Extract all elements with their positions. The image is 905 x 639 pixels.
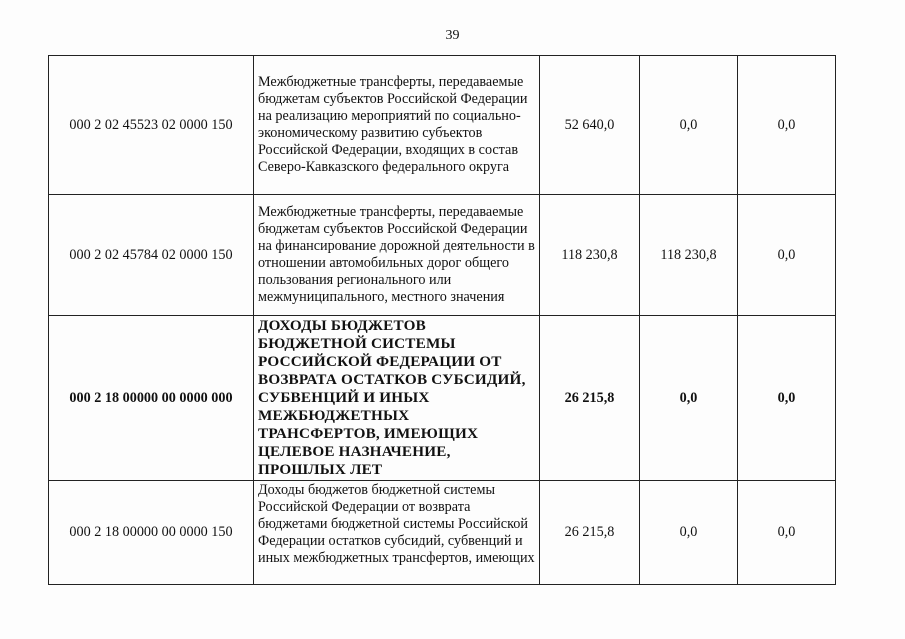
table-row (49, 56, 836, 195)
amount-col-2: 118 230,8 (640, 195, 738, 316)
table-row (49, 316, 836, 481)
amount-col-2: 0,0 (640, 316, 738, 481)
amount-col-3: 0,0 (738, 481, 836, 585)
income-description: Доходы бюджетов бюджетной системы Российской Федерации от возврата бюджетами бюджетной системы Российской Федерации остатков субсидий, субвенций и иных межбюджетных трансфертов, имеющих (258, 482, 535, 566)
budget-code: 000 2 18 00000 00 0000 150 (49, 481, 254, 585)
budget-code: 000 2 18 00000 00 0000 000 (49, 316, 254, 481)
budget-code: 000 2 02 45784 02 0000 150 (49, 195, 254, 316)
amount-col-2: 0,0 (640, 481, 738, 585)
table-row (49, 481, 836, 585)
budget-code: 000 2 02 45523 02 0000 150 (49, 56, 254, 195)
amount-col-3: 0,0 (738, 316, 836, 481)
income-description: Межбюджетные трансферты, передаваемые бюджетам субъектов Российской Федерации на реализацию мероприятий по социально-экономическому развитию субъектов Российской Федерации, входящих в состав Северо-Кавказского федерального округа (254, 56, 540, 195)
amount-col-1: 26 215,8 (540, 481, 640, 585)
amount-col-3: 0,0 (738, 195, 836, 316)
amount-col-2: 0,0 (640, 56, 738, 195)
amount-col-1: 52 640,0 (540, 56, 640, 195)
amount-col-1: 26 215,8 (540, 316, 640, 481)
table-row (49, 195, 836, 316)
budget-table (48, 55, 836, 585)
income-description-cell (254, 481, 540, 585)
income-description: Межбюджетные трансферты, передаваемые бюджетам субъектов Российской Федерации на финансирование дорожной деятельности в отношении автомобильных дорог общего пользования регионального или межмуниципального, местного значения (254, 195, 540, 316)
amount-col-3: 0,0 (738, 56, 836, 195)
income-description: ДОХОДЫ БЮДЖЕТОВ БЮДЖЕТНОЙ СИСТЕМЫ РОССИЙСКОЙ ФЕДЕРАЦИИ ОТ ВОЗВРАТА ОСТАТКОВ СУБСИДИЙ, СУБВЕНЦИЙ И ИНЫХ МЕЖБЮДЖЕТНЫХ ТРАНСФЕРТОВ, ИМЕЮЩИХ ЦЕЛЕВОЕ НАЗНАЧЕНИЕ, ПРОШЛЫХ ЛЕТ (254, 316, 540, 481)
page-number: 39 (445, 28, 460, 43)
amount-col-1: 118 230,8 (540, 195, 640, 316)
